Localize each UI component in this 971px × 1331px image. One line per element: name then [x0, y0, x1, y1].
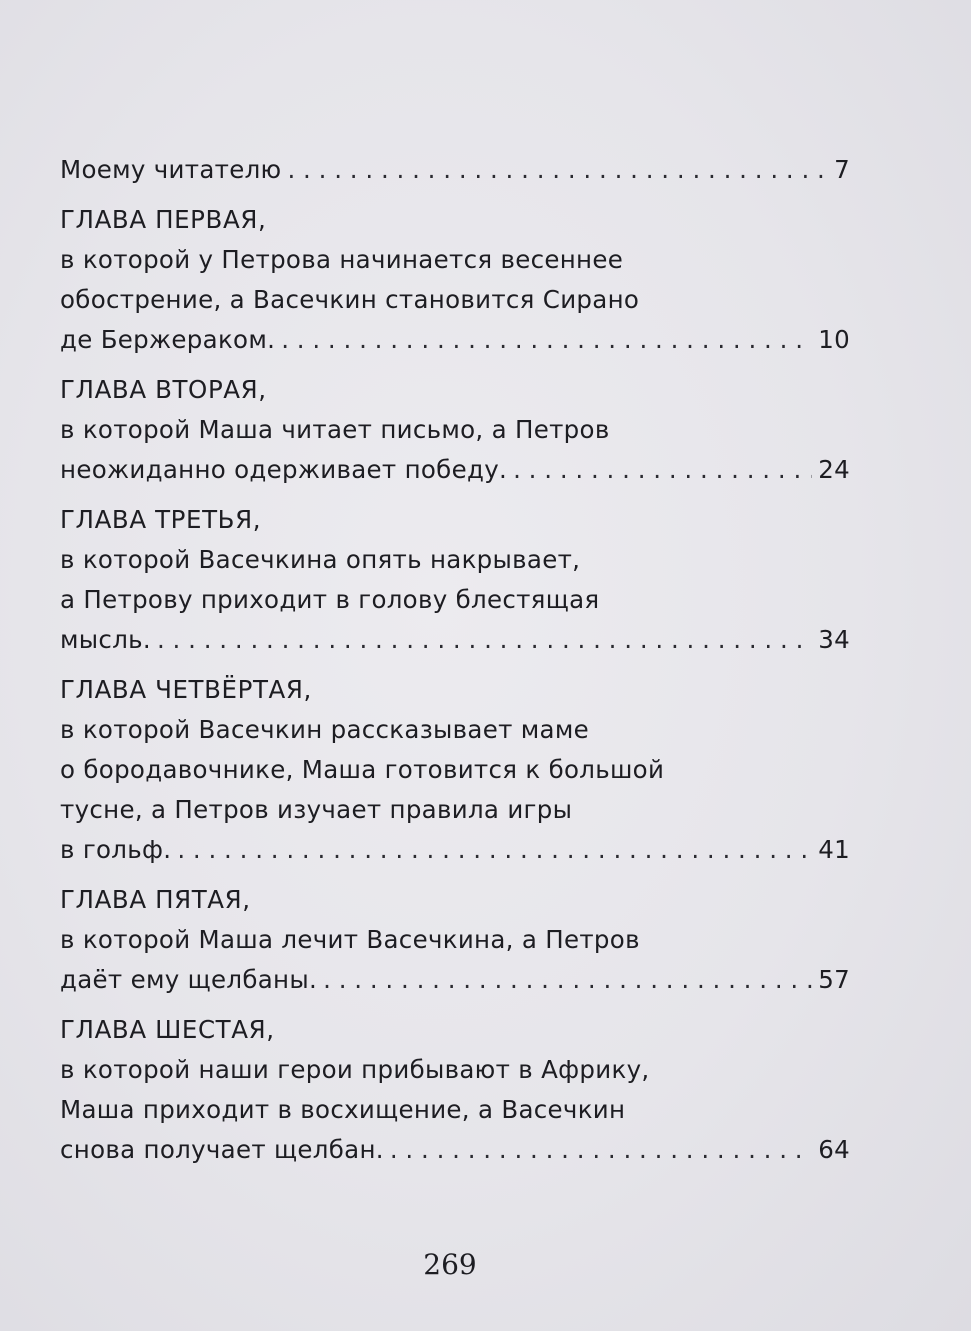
page-number: 269: [423, 1248, 477, 1281]
chapter-description-line: в которой Маша лечит Васечкина, а Петров: [60, 925, 640, 954]
toc-entry-last-line: [60, 150, 850, 190]
toc-entry-last-line: [60, 620, 850, 660]
chapter-description-line: в которой Васечкин рассказывает маме: [60, 715, 590, 744]
chapter-heading: ГЛАВА ЧЕТВЁРТАЯ,: [60, 675, 312, 704]
chapter-heading: ГЛАВА ШЕСТАЯ,: [60, 1015, 275, 1044]
table-of-contents: [60, 150, 850, 1180]
toc-entry: [60, 1010, 850, 1170]
toc-entry-last-line: [60, 320, 850, 360]
toc-entry-last-line: [60, 960, 850, 1000]
dot-leader: [287, 150, 828, 190]
dot-leader: [177, 830, 812, 870]
chapter-description-line: Моему читателю: [60, 155, 282, 184]
toc-page-number: 7: [834, 155, 850, 184]
chapter-description-line: неожиданно одерживает победу.: [60, 455, 508, 484]
chapter-description-line: Маша приходит в восхищение, а Васечкин: [60, 1095, 626, 1124]
toc-entry: [60, 670, 850, 870]
toc-entry: [60, 200, 850, 360]
toc-page-number: 41: [818, 835, 850, 864]
dot-leader: [323, 960, 812, 1000]
chapter-description-line: а Петрову приходит в голову блестящая: [60, 585, 600, 614]
chapter-description-line: в которой наши герои прибывают в Африку,: [60, 1055, 650, 1084]
toc-entry: [60, 880, 850, 1000]
toc-entry-last-line: [60, 1130, 850, 1170]
toc-entry: [60, 370, 850, 490]
toc-entry: [60, 150, 850, 190]
chapter-heading: ГЛАВА ПЯТАЯ,: [60, 885, 251, 914]
dot-leader: [157, 620, 812, 660]
chapter-heading: ГЛАВА ТРЕТЬЯ,: [60, 505, 262, 534]
chapter-description-line: в которой Маша читает письмо, а Петров: [60, 415, 610, 444]
chapter-description-line: тусне, а Петров изучает правила игры: [60, 795, 573, 824]
toc-entry: [60, 500, 850, 660]
chapter-description-line: мысль.: [60, 625, 151, 654]
chapter-heading: ГЛАВА ВТОРАЯ,: [60, 375, 267, 404]
chapter-description-line: в которой у Петрова начинается весеннее: [60, 245, 624, 274]
chapter-description-line: де Бержераком.: [60, 325, 276, 354]
chapter-description-line: в которой Васечкина опять накрывает,: [60, 545, 581, 574]
chapter-description-line: о бородавочнике, Маша готовится к большой: [60, 755, 665, 784]
chapter-description-line: даёт ему щелбаны.: [60, 965, 318, 994]
dot-leader: [281, 320, 812, 360]
chapter-description-line: в гольф.: [60, 835, 172, 864]
dot-leader: [513, 450, 812, 490]
toc-entry-last-line: [60, 450, 850, 490]
toc-page-number: 64: [818, 1135, 850, 1164]
toc-page-number: 10: [818, 325, 850, 354]
toc-page-number: 24: [818, 455, 850, 484]
toc-page-number: 34: [818, 625, 850, 654]
chapter-description-line: обострение, а Васечкин становится Сирано: [60, 285, 640, 314]
chapter-heading: ГЛАВА ПЕРВАЯ,: [60, 205, 267, 234]
toc-page-number: 57: [818, 965, 850, 994]
toc-entry-last-line: [60, 830, 850, 870]
dot-leader: [390, 1130, 812, 1170]
chapter-description-line: снова получает щелбан.: [60, 1135, 384, 1164]
